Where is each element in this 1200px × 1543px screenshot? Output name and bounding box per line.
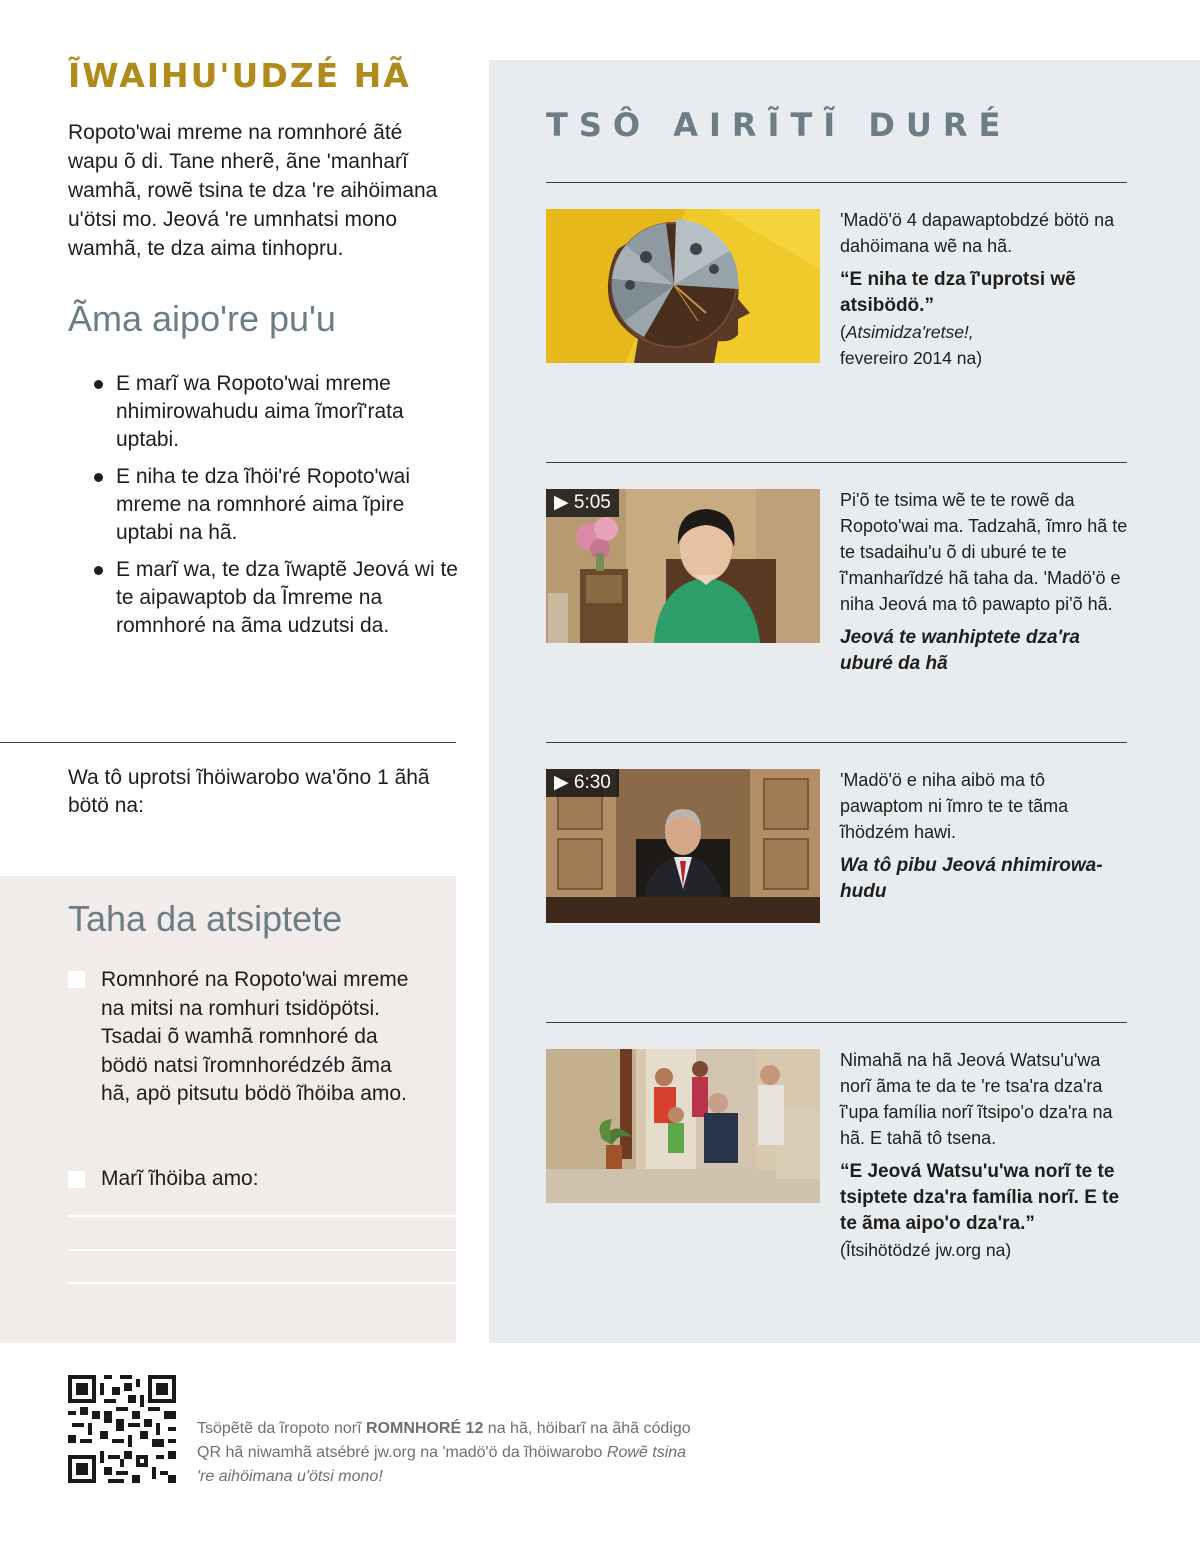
question-item: E marĩ wa Ropoto'wai mreme nhimirowahudu aima ĩmorĩ'rata uptabi. <box>88 370 458 454</box>
try-this-box <box>0 876 456 1343</box>
item-title[interactable]: Jeová te wanhiptete dza'ra uburé da hã <box>840 627 1080 674</box>
item-title[interactable]: “E niha te dza ĩ'uprotsi wẽ atsibödö.” <box>840 269 1076 316</box>
footer-text: Tsöpẽtẽ da ĩropoto norĩ ROMNHORÉ 12 na hã, höibarĩ na ãhã código QR hã niwamhã atsébré jw.org na 'madö'ö da ĩhöiwarobo Rowẽ tsina 're aihöimana u'ötsi mono! <box>197 1420 691 1485</box>
explore-item-1 <box>840 207 1130 371</box>
family-photo-image[interactable] <box>546 1049 820 1203</box>
summary-heading: ĨWAIHU'UDZÉ HÃ <box>68 56 411 95</box>
questions-heading: Ãma aipo're pu'u <box>68 298 336 339</box>
write-line[interactable] <box>68 1282 456 1284</box>
item-description: Pi'õ te tsima wẽ te te rowẽ da Ropoto'wai ma. Tadzahã, ĩmro hã te te tsadaihu'u õ di uburé te te ĩ'manharĩdzé hã taha da. 'Madö'ö e niha Jeová ma tô pawapto pi'õ hã. <box>840 490 1128 614</box>
explore-heading: TSÔ AIRĨTĨ DURÉ <box>546 106 1012 144</box>
woman-video-thumbnail[interactable] <box>546 489 820 643</box>
divider <box>546 1022 1127 1023</box>
questions-list <box>88 370 458 649</box>
write-line[interactable] <box>68 1249 456 1251</box>
item-title[interactable]: “E Jeová Watsu'u'wa norĩ te te tsiptete dza'ra família norĩ. E te te ãma aipo'o dza'ra.” <box>840 1161 1120 1234</box>
divider <box>0 742 456 743</box>
try-this-item-1: Romnhoré na Ropoto'wai mreme na mitsi na romhuri tsidöpötsi. Tsadai õ wamhã romnhoré da bödö natsi ĩromnhorédzéb ãma hã, apö pitsutu bödö ĩhöiba amo. <box>101 968 409 1105</box>
explore-item-2 <box>840 487 1130 677</box>
item-description: 'Madö'ö 4 dapawaptobdzé bötö na dahöimana wẽ na hã. <box>840 210 1115 256</box>
question-item: E niha te dza ĩhöi'ré Ropoto'wai mreme na romnhoré aima ĩpire uptabi na hã. <box>88 463 458 547</box>
divider <box>546 462 1127 463</box>
explore-item-4 <box>840 1047 1130 1263</box>
divider <box>546 742 1127 743</box>
video-duration-badge: ▶ 6:30 <box>546 769 619 797</box>
video-duration-badge: ▶ 5:05 <box>546 489 619 517</box>
head-illustration-image[interactable] <box>546 209 820 363</box>
man-video-thumbnail[interactable] <box>546 769 820 923</box>
item-title[interactable]: Wa tô pibu Jeová nhimirowahudu <box>840 855 1103 902</box>
try-this-heading: Taha da atsiptete <box>68 898 343 939</box>
checkbox-1[interactable] <box>68 971 85 988</box>
item-source: (Atsimidza'retse!, fevereiro 2014 na) <box>840 322 983 368</box>
question-item: E marĩ wa, te dza ĩwaptẽ Jeová wi te te aipawaptob da Ĩmreme na romnhoré na ãma udzutsi da. <box>88 556 458 640</box>
explore-item-3 <box>840 767 1130 905</box>
item-description: Nimahã na hã Jeová Watsu'u'wa norĩ ãma te da te 're tsa'ra dza'ra ĩ'upa família norĩ ĩtsipo'o dza'ra na hã. E tahã tô tsena. <box>840 1050 1113 1148</box>
qr-code-icon[interactable] <box>68 1375 176 1483</box>
try-this-item-2: Marĩ ĩhöiba amo: <box>101 1167 259 1190</box>
write-line[interactable] <box>68 1215 456 1217</box>
item-source: (Ĩtsihötödzé jw.org na) <box>840 1240 1012 1260</box>
checkbox-2[interactable] <box>68 1171 85 1188</box>
item-description: 'Madö'ö e niha aibö ma tô pawaptom ni ĩmro te te tãma ĩhödzém hawi. <box>840 770 1069 842</box>
summary-text: Ropoto'wai mreme na romnhoré ãté wapu õ di. Tane nherẽ, ãne 'manharĩ wamhã, rowẽ tsina te dza 're aihöimana u'ötsi mo. Jeová 're umnhatsi mono wamhã, te dza aima tinhopru. <box>68 121 438 260</box>
divider <box>546 182 1127 183</box>
truth-text: Wa tô uprotsi ĩhöiwarobo wa'õno 1 ãhã bötö na: <box>68 766 430 817</box>
